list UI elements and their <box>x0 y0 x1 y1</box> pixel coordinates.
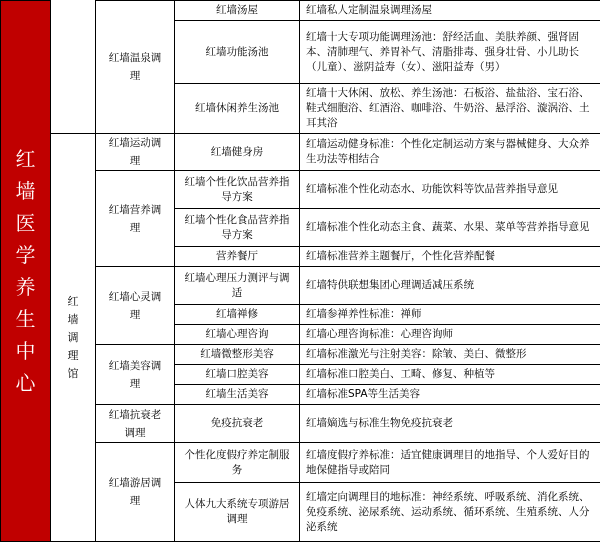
item-desc: 红墙标准SPA等生活美容 <box>300 385 600 405</box>
item-name: 个性化度假疗养定制服务 <box>175 443 300 483</box>
center-title-cell <box>1 1 51 542</box>
hall-title-cell <box>51 134 96 542</box>
item-name: 红墙禅修 <box>175 305 300 325</box>
item-name: 营养餐厅 <box>175 247 300 267</box>
item-desc: 红墙度假疗养标准：适宜健康调理目的地指导、个人爱好目的地保健指导或陪同 <box>300 443 600 483</box>
item-desc: 红墙标准营养主题餐厅，个性化营养配餐 <box>300 247 600 267</box>
item-desc: 红墙标准口腔美白、工畸、修复、种植等 <box>300 365 600 385</box>
item-desc: 红墙十大休闲、放松、养生汤池：石板浴、盐盐浴、宝石浴、鞋式细胞浴、红酒浴、咖啡浴、牛奶浴、悬浮浴、漩涡浴、土耳其浴 <box>300 84 600 134</box>
item-name: 红墙口腔美容 <box>175 365 300 385</box>
item-desc: 红墙心理咨询标准：心理咨询师 <box>300 325 600 345</box>
item-name: 红墙个性化饮品营养指导方案 <box>175 171 300 209</box>
item-name: 人体九大系统专项游居调理 <box>175 483 300 542</box>
hall-title: 红墙调理馆 <box>67 293 79 383</box>
item-name: 红墙心理咨询 <box>175 325 300 345</box>
category-cell: 红墙美容调理 <box>96 345 175 405</box>
item-name: 红墙生活美容 <box>175 385 300 405</box>
item-name: 红墙汤屋 <box>175 1 300 21</box>
item-desc: 红墙十大专项功能调理汤池：舒经活血、美肤养颜、强肾固本、清肺理气、养胃补气、清脂排毒、强身壮骨、小儿助长（儿童）、滋阴益寿（女）、滋阳益寿（男） <box>300 21 600 84</box>
item-name: 免疫抗衰老 <box>175 405 300 443</box>
center-title: 红墙医学养生中心 <box>16 143 36 399</box>
empty-cell <box>51 84 96 134</box>
item-desc: 红墙参禅养性标准：禅师 <box>300 305 600 325</box>
category-cell: 红墙心灵调理 <box>96 267 175 345</box>
item-name: 红墙个性化食品营养指导方案 <box>175 209 300 247</box>
empty-cell <box>51 1 96 21</box>
item-desc: 红墙标准个性化动态水、功能饮料等饮品营养指导意见 <box>300 171 600 209</box>
category-cell: 红墙运动调理 <box>96 134 175 171</box>
category-cell: 红墙营养调理 <box>96 171 175 267</box>
category-cell: 红墙游居调理 <box>96 443 175 542</box>
category-cell: 红墙温泉调理 <box>96 1 175 134</box>
item-desc: 红墙私人定制温泉调理汤屋 <box>300 1 600 21</box>
category-cell: 红墙抗衰老调理 <box>96 405 175 443</box>
item-desc: 红墙标准激光与注射美容：除皱、美白、微整形 <box>300 345 600 365</box>
item-desc: 红墙特供联想集团心理调适减压系统 <box>300 267 600 305</box>
item-name: 红墙健身房 <box>175 134 300 171</box>
item-name: 红墙微整形美容 <box>175 345 300 365</box>
item-name: 红墙休闲养生汤池 <box>175 84 300 134</box>
item-desc: 红墙运动健身标准：个性化定制运动方案与器械健身、大众养生功法等相结合 <box>300 134 600 171</box>
empty-cell <box>51 21 96 84</box>
item-desc: 红墙标准个性化动态主食、蔬菜、水果、菜单等营养指导意见 <box>300 209 600 247</box>
item-desc: 红墙定向调理目的地标准：神经系统、呼吸系统、消化系统、免疫系统、泌尿系统、运动系统、循环系统、生殖系统、人分泌系统 <box>300 483 600 542</box>
item-name: 红墙心理压力测评与调适 <box>175 267 300 305</box>
item-desc: 红墙嫡选与标准生物免疫抗衰老 <box>300 405 600 443</box>
item-name: 红墙功能汤池 <box>175 21 300 84</box>
